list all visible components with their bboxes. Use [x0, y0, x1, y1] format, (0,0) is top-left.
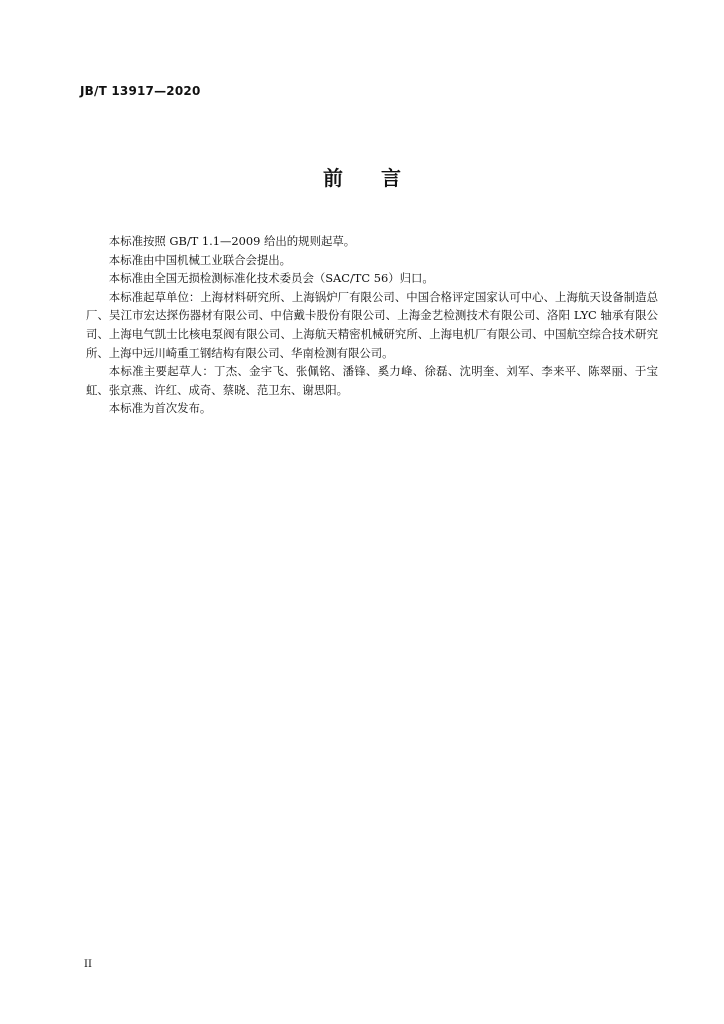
standard-code-header: JB/T 13917—2020: [80, 84, 201, 98]
paragraph-drafters: 本标准主要起草人：丁杰、金宇飞、张佩铭、潘锋、奚力峰、徐磊、沈明奎、刘军、李来平、陈翠丽、于宝虹、张京燕、许红、成奇、蔡晓、范卫东、谢思阳。: [86, 364, 658, 397]
paragraph-administrator: 本标准由全国无损检测标准化技术委员会（SAC/TC 56）归口。: [108, 271, 434, 286]
paragraph-proposer: 本标准由中国机械工业联合会提出。: [108, 252, 292, 267]
page-number: II: [84, 959, 92, 970]
paragraph-drafting-units: 本标准起草单位：上海材料研究所、上海锅炉厂有限公司、中国合格评定国家认可中心、上海航天设备制造总厂、吴江市宏达探伤器材有限公司、中信戴卡股份有限公司、上海金艺检测技术有限公司、洛阳 LYC 轴承有限公司、上海电气凯士比核电泵阀有限公司、上海航天精密机械研究所、上海电机厂有限公司、中国航空综合技术研究所、上海中远川崎重工钢结构有限公司、华南检测有限公司。: [86, 289, 658, 360]
title-char-2: 言: [381, 166, 401, 190]
paragraph-drafting-rules: 本标准按照 GB/T 1.1—2009 给出的规则起草。: [108, 234, 356, 248]
paragraph-first-release: 本标准为首次发布。: [108, 401, 212, 416]
page-title: [0, 162, 724, 191]
title-char-1: 前: [323, 166, 343, 190]
foreword-body: [86, 232, 658, 418]
